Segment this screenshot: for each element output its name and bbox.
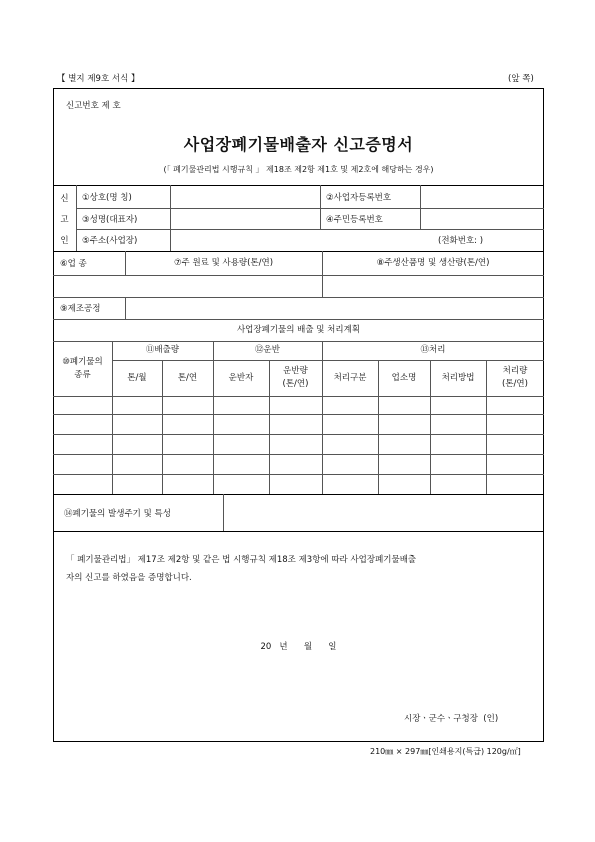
certification-line-1: 「 폐기물관리법」 제17조 제2항 및 같은 법 시행규칙 제18조 제3항에 따라 사업장폐기물배출 (66, 555, 417, 565)
resident-registration-label: ④주민등록번호 (326, 214, 383, 225)
manufacturing-process-label: ⑨제조공정 (60, 304, 101, 314)
certification-line-2: 자의 신고를 하였음을 증명합니다. (66, 573, 192, 583)
treatment-header: ⑬처리 (420, 345, 446, 355)
applicant-group-label: 신 고 인 (60, 194, 69, 246)
discharge-header: ⑪배출량 (145, 345, 180, 355)
col-treatment-amount: 처리량 (톤/연) (502, 366, 528, 389)
col-transport-amount: 운반량 (톤/연) (282, 366, 309, 389)
paper-spec-footer: 210㎜ × 297㎜[인쇄용지(특급) 120g/㎡] (370, 747, 521, 756)
form-number-label: 【 별지 제9호 서식 】 (57, 74, 140, 84)
generation-cycle-label: ⑭폐기물의 발생주기 및 특성 (64, 508, 171, 519)
company-name-label: ①상호(명 칭) (82, 192, 132, 203)
address-label: ⑤주소(사업장) (82, 236, 138, 246)
main-product-label: ⑧주생산품명 및 생산량(톤/연) (376, 257, 490, 268)
form-title: 사업장폐기물배출자 신고증명서 (183, 135, 414, 154)
col-treatment-method: 처리방법 (441, 372, 475, 383)
phone-label: (전화번호: ) (438, 236, 484, 246)
form-subtitle: (「 폐기물관리법 시행규칙 」 제18조 제2항 제1호 및 제2호에 해당하는 경우) (163, 165, 434, 174)
signer-label: 시장ㆍ군수ㆍ구청장 (인) (404, 714, 499, 724)
report-number: 신고번호 제 호 (66, 101, 121, 111)
waste-type-header: ⑩폐기물의 종류 (62, 356, 103, 380)
page-side-label: (앞 쪽) (508, 74, 534, 84)
col-treatment-type: 처리구분 (333, 372, 367, 383)
col-transporter: 운반자 (228, 372, 254, 383)
plan-section-title: 사업장폐기물의 배출 및 처리계획 (236, 324, 361, 335)
col-ton-month: 톤/월 (127, 372, 147, 383)
date-line: 20 년 월 일 (260, 642, 337, 652)
industry-label: ⑥업 종 (60, 259, 87, 269)
raw-material-label: ⑦주 원료 및 사용량(톤/연) (173, 257, 274, 268)
business-registration-label: ②사업자등록번호 (326, 192, 392, 203)
transport-header: ⑫운반 (255, 345, 280, 355)
representative-label: ③성명(대표자) (82, 214, 138, 225)
col-ton-year: 톤/연 (177, 372, 198, 383)
col-company-name: 업소명 (391, 372, 417, 383)
